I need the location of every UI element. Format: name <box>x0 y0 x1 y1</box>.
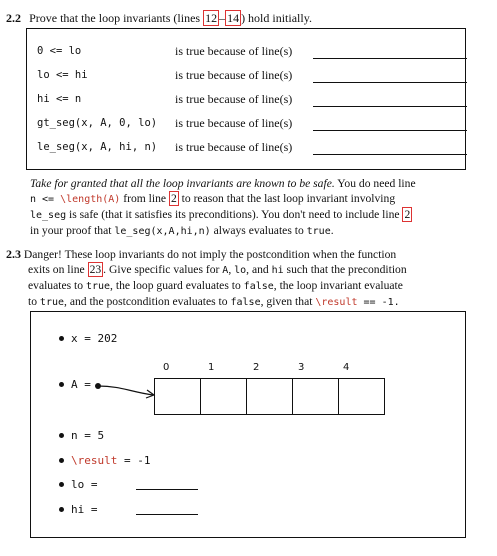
array-cell[interactable] <box>154 378 201 415</box>
n-value: n = 5 <box>59 429 104 442</box>
index-label: 1 <box>208 362 215 373</box>
array-cell[interactable] <box>200 378 247 415</box>
index-label: 0 <box>163 362 170 373</box>
q23-prompt: 2.3 Danger! These loop invariants do not imply the postcondition when the function exits on line 23 . Give specific values for A, lo, and hi such that the precondition evaluates to true, the loop guard evaluates to false, the loop invariant evaluate to true, and the postcondition evaluates to false, given that \result == -1. <box>6 247 407 308</box>
index-label: 2 <box>253 362 260 373</box>
invariant-row <box>37 139 457 159</box>
invariant-row <box>37 115 457 135</box>
answer-blank[interactable] <box>313 82 467 83</box>
invariant-reason: is true because of line(s) <box>175 140 293 154</box>
line-ref-14[interactable]: 14 <box>227 11 240 25</box>
line-ref-2[interactable]: 2 <box>404 208 411 221</box>
invariant-reason: is true because of line(s) <box>175 68 293 82</box>
a-pointer-label: A = <box>59 378 91 391</box>
invariant-code: lo <= hi <box>37 69 88 81</box>
invariant-code: le_seg(x, A, hi, n) <box>37 141 158 153</box>
lo-answer-blank[interactable] <box>136 489 198 490</box>
index-label: 3 <box>298 362 305 373</box>
result-value: \result = -1 <box>59 454 150 467</box>
pointer-arrow <box>91 378 161 408</box>
answer-blank[interactable] <box>313 58 467 59</box>
answer-blank[interactable] <box>313 106 467 107</box>
invariant-row <box>37 43 457 63</box>
line-ref-12[interactable]: 12 <box>205 11 218 25</box>
array-cells <box>155 378 385 415</box>
hi-answer-blank[interactable] <box>136 514 198 515</box>
answer-blank[interactable] <box>313 130 467 131</box>
invariant-row <box>37 67 457 87</box>
invariant-row <box>37 91 457 111</box>
line-ref-2[interactable]: 2 <box>170 192 177 205</box>
lo-label: lo = <box>59 478 98 491</box>
array-cell[interactable] <box>246 378 293 415</box>
invariant-code: gt_seg(x, A, 0, lo) <box>37 117 158 129</box>
q22-header <box>6 7 312 26</box>
invariant-reason: is true because of line(s) <box>175 92 293 106</box>
q23-number: 2.3 <box>6 247 21 261</box>
q22-number: 2.2 <box>6 11 21 25</box>
index-label: 4 <box>343 362 350 373</box>
answer-blank[interactable] <box>313 154 467 155</box>
array-cell[interactable] <box>292 378 339 415</box>
q22-note: Take for granted that all the loop invariants are known to be safe. You do need line n <= \length(A) from line 2 to reason that the last loop invariant involving le_seg is safe (that it satisfies its preconditions). You don't need to include line 2 in your proof that le_seg(x,A,hi,n) always evaluates to true. <box>30 177 416 237</box>
array-cell[interactable] <box>338 378 385 415</box>
q22-prompt: Prove that the loop invariants (lines 12 – 14 ) hold initially. <box>29 11 312 25</box>
invariant-code: 0 <= lo <box>37 45 82 57</box>
invariant-code: hi <= n <box>37 93 82 105</box>
invariants-box <box>26 28 466 170</box>
x-value: x = 202 <box>59 332 117 345</box>
hi-label: hi = <box>59 503 98 516</box>
invariant-reason: is true because of line(s) <box>175 44 293 58</box>
invariant-reason: is true because of line(s) <box>175 116 293 130</box>
line-ref-23[interactable]: 23 <box>89 263 102 276</box>
array-diagram-box <box>30 311 466 538</box>
